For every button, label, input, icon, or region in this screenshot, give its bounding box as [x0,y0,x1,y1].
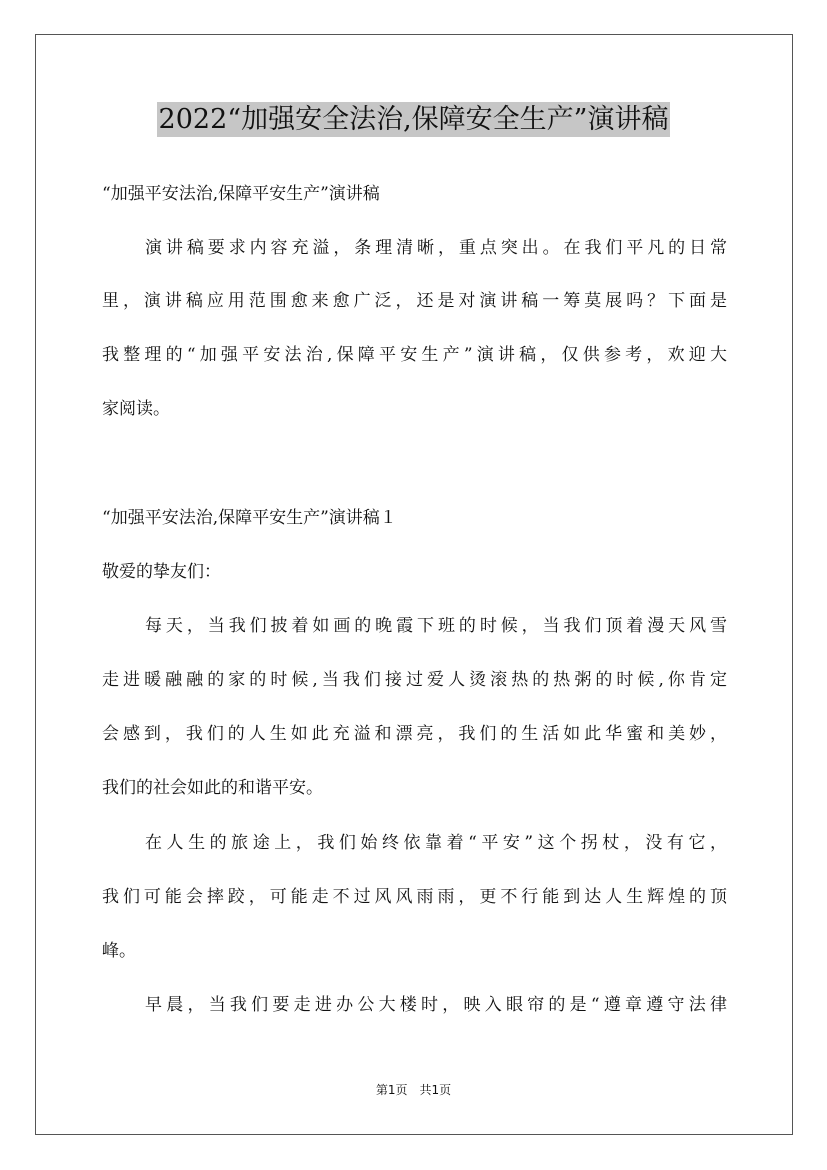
paragraph-line: 在人生的旅途上，我们始终依靠着“平安”这个拐杖，没有它， [145,833,727,853]
intro-line: 我整理的“加强平安法治,保障平安生产”演讲稿，仅供参考，欢迎大 [102,345,727,365]
intro-line: 演讲稿要求内容充溢，条理清晰，重点突出。在我们平凡的日常 [145,238,727,258]
section-heading: “加强平安法治,保障平安生产”演讲稿１ [102,508,397,528]
paragraph-line: 我们可能会摔跤，可能走不过风风雨雨，更不行能到达人生辉煌的顶 [102,887,727,907]
document-subtitle: “加强平安法治,保障平安生产”演讲稿 [102,184,380,204]
paragraph-line: 早晨，当我们要走进办公大楼时，映入眼帘的是“遵章遵守法律 [145,995,727,1015]
intro-line: 里，演讲稿应用范围愈来愈广泛，还是对演讲稿一筹莫展吗？下面是 [102,291,727,311]
paragraph-line: 峰。 [102,941,136,961]
paragraph-line: 会感到，我们的人生如此充溢和漂亮，我们的生活如此华蜜和美妙， [102,724,727,744]
paragraph-line: 我们的社会如此的和谐平安。 [102,778,323,798]
intro-line: 家阅读。 [102,399,170,419]
paragraph-line: 走进暖融融的家的时候,当我们接过爱人烫滚热的热粥的时候,你肯定 [102,670,727,690]
paragraph-line: 每天，当我们披着如画的晚霞下班的时候，当我们顶着漫天风雪 [145,616,727,636]
salutation: 敬爱的挚友们： [102,562,221,582]
document-title: 2022“加强安全法治,保障安全生产”演讲稿 [158,104,669,135]
page-number: 第1页 共1页 [375,1083,452,1097]
